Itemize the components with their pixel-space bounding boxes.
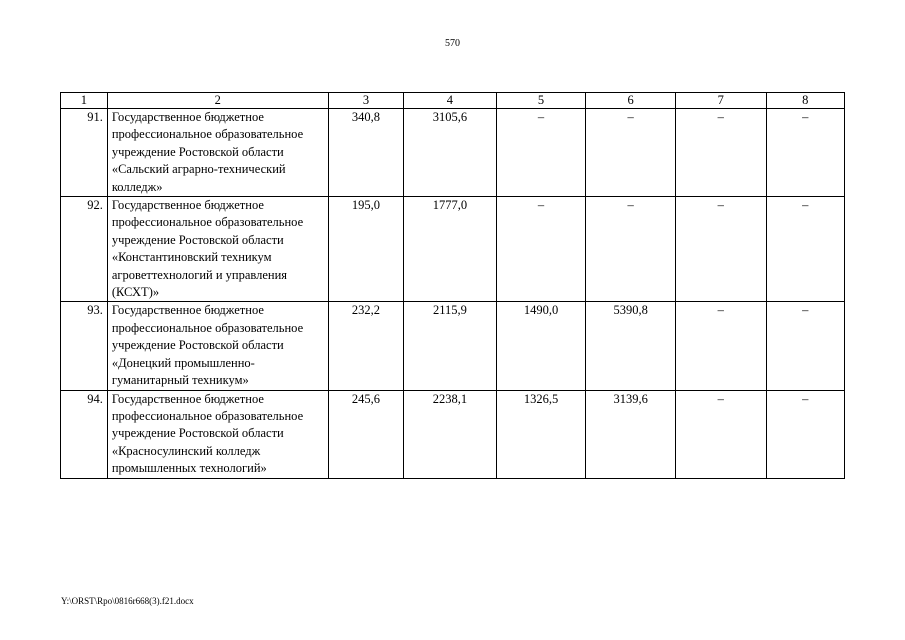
value-col-8: – (766, 390, 844, 478)
table-row (61, 197, 845, 302)
value-col-8: – (766, 109, 844, 197)
value-col-4: 3105,6 (404, 109, 497, 197)
budget-table (60, 92, 845, 479)
column-header: 6 (586, 93, 676, 109)
row-number: 93. (61, 302, 108, 390)
column-header: 8 (766, 93, 844, 109)
row-number: 91. (61, 109, 108, 197)
value-col-6: 5390,8 (586, 302, 676, 390)
value-col-6: 3139,6 (586, 390, 676, 478)
header-row (61, 93, 845, 109)
value-col-8: – (766, 302, 844, 390)
value-col-7: – (675, 390, 766, 478)
institution-name: Государственное бюджетное профессиональное образовательное учреждение Ростовской области «Константиновский техникум агроветтехнологий и управления (КСХТ)» (107, 197, 328, 302)
row-number: 94. (61, 390, 108, 478)
value-col-4: 2115,9 (404, 302, 497, 390)
value-col-3: 340,8 (328, 109, 403, 197)
value-col-7: – (675, 197, 766, 302)
institution-name: Государственное бюджетное профессиональное образовательное учреждение Ростовской области «Донецкий промышленно-гуманитарный техникум» (107, 302, 328, 390)
column-header: 7 (675, 93, 766, 109)
value-col-7: – (675, 109, 766, 197)
value-col-6: – (586, 109, 676, 197)
value-col-5: – (496, 197, 586, 302)
value-col-7: – (675, 302, 766, 390)
column-header: 1 (61, 93, 108, 109)
table-row (61, 109, 845, 197)
column-header: 4 (404, 93, 497, 109)
value-col-6: – (586, 197, 676, 302)
institution-name: Государственное бюджетное профессиональное образовательное учреждение Ростовской области «Красносулинский колледж промышленных технологий» (107, 390, 328, 478)
column-header: 5 (496, 93, 586, 109)
value-col-5: – (496, 109, 586, 197)
institution-name: Государственное бюджетное профессиональное образовательное учреждение Ростовской области «Сальский аграрно-технический колледж» (107, 109, 328, 197)
column-header: 3 (328, 93, 403, 109)
value-col-8: – (766, 197, 844, 302)
value-col-4: 2238,1 (404, 390, 497, 478)
value-col-4: 1777,0 (404, 197, 497, 302)
column-header: 2 (107, 93, 328, 109)
page-number: 570 (445, 38, 460, 49)
document-file-path: Y:\ORST\Rpo\0816r668(3).f21.docx (61, 596, 194, 606)
value-col-3: 195,0 (328, 197, 403, 302)
table-row (61, 390, 845, 478)
value-col-3: 245,6 (328, 390, 403, 478)
value-col-5: 1490,0 (496, 302, 586, 390)
value-col-3: 232,2 (328, 302, 403, 390)
row-number: 92. (61, 197, 108, 302)
value-col-5: 1326,5 (496, 390, 586, 478)
table-row (61, 302, 845, 390)
